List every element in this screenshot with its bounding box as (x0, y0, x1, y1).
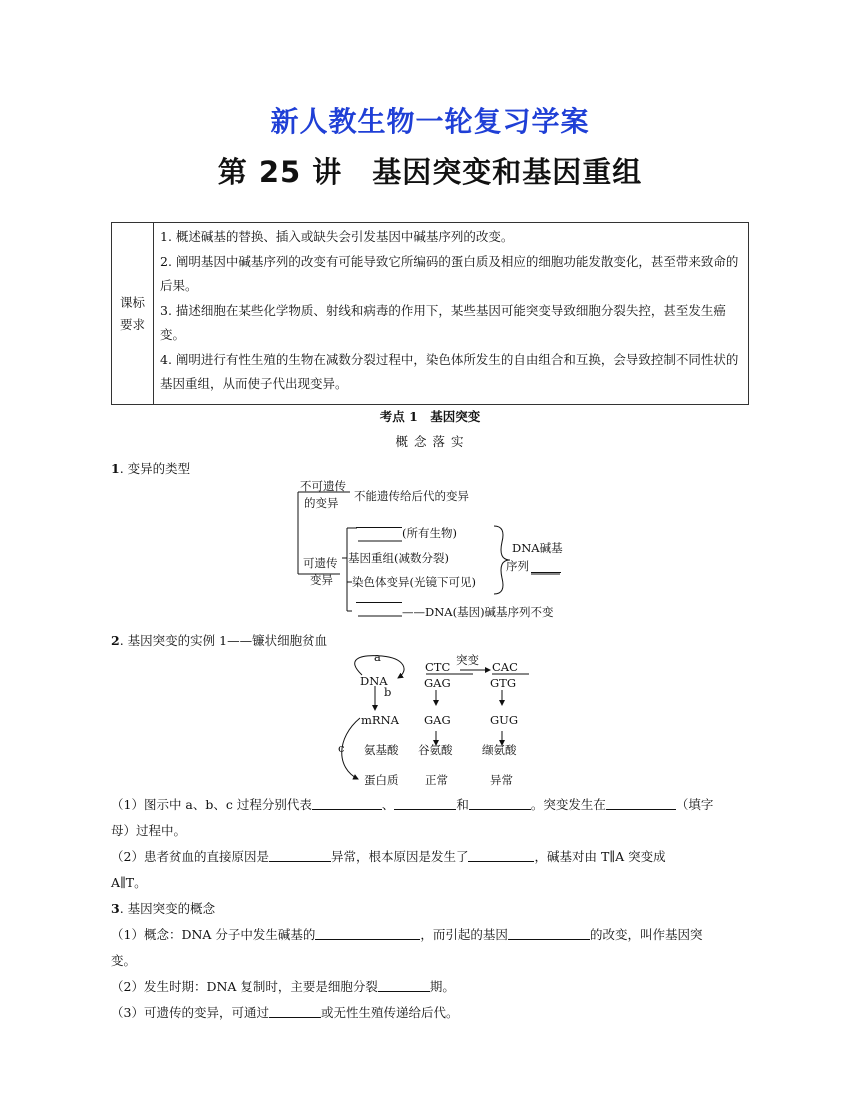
blank-variation-4[interactable] (356, 602, 402, 603)
question-1-title: 1. 变异的类型 (111, 461, 191, 476)
section-heading: 考点 1 基因突变 (379, 409, 481, 424)
variation-item-3: 染色体变异(光镜下可见) (352, 575, 476, 589)
abnormal-label: 异常 (490, 773, 513, 787)
variation-types-diagram (290, 478, 600, 628)
question-2-line-3: （2）患者贫血的直接原因是 异常，根本原因是发生了 ，碱基对由 T∥A 突变成 (111, 849, 666, 864)
question-2-line-1: （1）图示中 a、b、c 过程分别代表 、 和 。突变发生在 （填字 (111, 797, 714, 812)
normal-label: 正常 (425, 773, 448, 787)
question-2-line-2: 母）过程中。 (111, 823, 187, 838)
question-2-title: 2. 基因突变的实例 1——镰状细胞贫血 (111, 633, 328, 648)
sickle-cell-diagram (330, 648, 560, 790)
valine-label: 缬氨酸 (482, 743, 517, 757)
mrna-label: mRNA (361, 713, 399, 727)
question-3-line-4: （3）可遗传的变异，可通过 或无性生殖传递给后代。 (111, 1005, 459, 1020)
curriculum-standards-table (111, 222, 749, 405)
standard-item: 2. 阐明基因中碱基序列的改变有可能导致它所编码的蛋白质及相应的细胞功能发散变化，甚至带来致命的后果。 (160, 253, 739, 293)
process-b-label: b (384, 685, 392, 699)
variation-item-1: (所有生物) (402, 526, 457, 540)
codon-gag-mrna: GAG (424, 713, 451, 727)
heritable-label-2: 变异 (310, 573, 333, 587)
mutation-label: 突变 (456, 653, 479, 667)
variation-item-4: ——DNA(基因)碱基序列不变 (402, 605, 554, 619)
document-title: 新人教生物一轮复习学案 (270, 105, 590, 138)
dna-label: DNA (360, 674, 388, 688)
variation-item-2: 基因重组(减数分裂) (348, 551, 449, 565)
standard-item: 3. 描述细胞在某些化学物质、射线和病毒的作用下，某些基因可能突变导致细胞分裂失控，甚至发生癌变。 (160, 302, 726, 342)
codon-ctc: CTC (425, 660, 451, 674)
question-3-line-3: （2）发生时期：DNA 复制时，主要是细胞分裂 期。 (111, 979, 455, 994)
codon-gtg: GTG (490, 676, 517, 690)
non-heritable-label-1: 不可遗传 (300, 479, 346, 493)
codon-gag-dna: GAG (424, 676, 451, 690)
question-3-line-1: （1）概念：DNA 分子中发生碱基的 ，而引起的基因 的改变，叫作基因突 (111, 927, 703, 942)
amino-acid-label: 氨基酸 (364, 743, 399, 757)
standard-item: 1. 概述碱基的替换、插入或缺失会引发基因中碱基序列的改变。 (160, 229, 514, 244)
non-heritable-label-2: 的变异 (304, 496, 339, 510)
glutamate-label: 谷氨酸 (418, 743, 453, 757)
protein-label: 蛋白质 (364, 773, 399, 787)
non-heritable-description: 不能遗传给后代的变异 (354, 489, 469, 503)
standards-content (160, 225, 742, 397)
heritable-label-1: 可遗传 (303, 556, 338, 570)
question-2-line-4: A∥T。 (111, 875, 147, 890)
question-3-line-2: 变。 (111, 953, 137, 968)
question-3-title: 3. 基因突变的概念 (111, 901, 216, 916)
blank-variation-1[interactable] (356, 527, 402, 528)
codon-cac: CAC (492, 660, 518, 674)
process-c-label: c (338, 741, 345, 755)
section-subheading: 概 念 落 实 (395, 434, 465, 449)
dna-base-label: DNA碱基 (512, 541, 563, 555)
codon-gug: GUG (490, 713, 519, 727)
standard-item: 4. 阐明进行有性生殖的生物在减数分裂过程中，染色体所发生的自由组合和互换，会导致控制不同性状的基因重组，从而使子代出现变异。 (160, 351, 739, 391)
lesson-title: 第 25 讲 基因突变和基因重组 (217, 155, 643, 189)
standards-label: 课标要求 (112, 223, 154, 404)
blank-dna-sequence[interactable] (531, 572, 561, 573)
sequence-label: 序列 (506, 559, 529, 573)
process-a-label: a (374, 650, 381, 664)
